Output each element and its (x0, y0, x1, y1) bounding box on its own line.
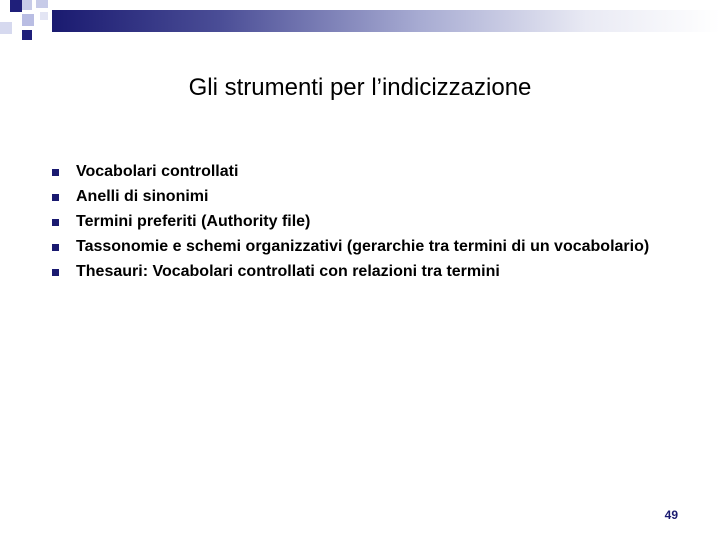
square-bullet-icon (52, 169, 59, 176)
bullet-item (0, 162, 720, 182)
square-bullet-icon (52, 219, 59, 226)
bullet-text: Thesauri: Vocabolari controllati con relazioni tra termini (76, 263, 500, 280)
bullet-text: Termini preferiti (Authority file) (76, 213, 311, 230)
bullet-item (0, 212, 720, 232)
bullet-text: Vocabolari controllati (76, 163, 239, 180)
bullet-item (0, 262, 720, 282)
decor-square (22, 30, 32, 40)
slide-title: Gli strumenti per l’indicizzazione (188, 74, 532, 101)
decor-square (22, 0, 32, 10)
square-bullet-icon (52, 244, 59, 251)
decor-square (10, 0, 22, 12)
header-gradient-bar (52, 10, 720, 32)
page-number: 49 (664, 508, 678, 522)
bullet-item (0, 187, 720, 207)
decor-square (36, 0, 48, 8)
bullet-text: Tassonomie e schemi organizzativi (gerarchie tra termini di un vocabolario) (76, 238, 650, 255)
bullet-item (0, 237, 720, 257)
decor-square (0, 22, 12, 34)
square-bullet-icon (52, 194, 59, 201)
decor-square (22, 14, 34, 26)
bullet-list (0, 162, 720, 287)
decor-square (40, 12, 48, 20)
bullet-text: Anelli di sinonimi (76, 188, 209, 205)
square-bullet-icon (52, 269, 59, 276)
